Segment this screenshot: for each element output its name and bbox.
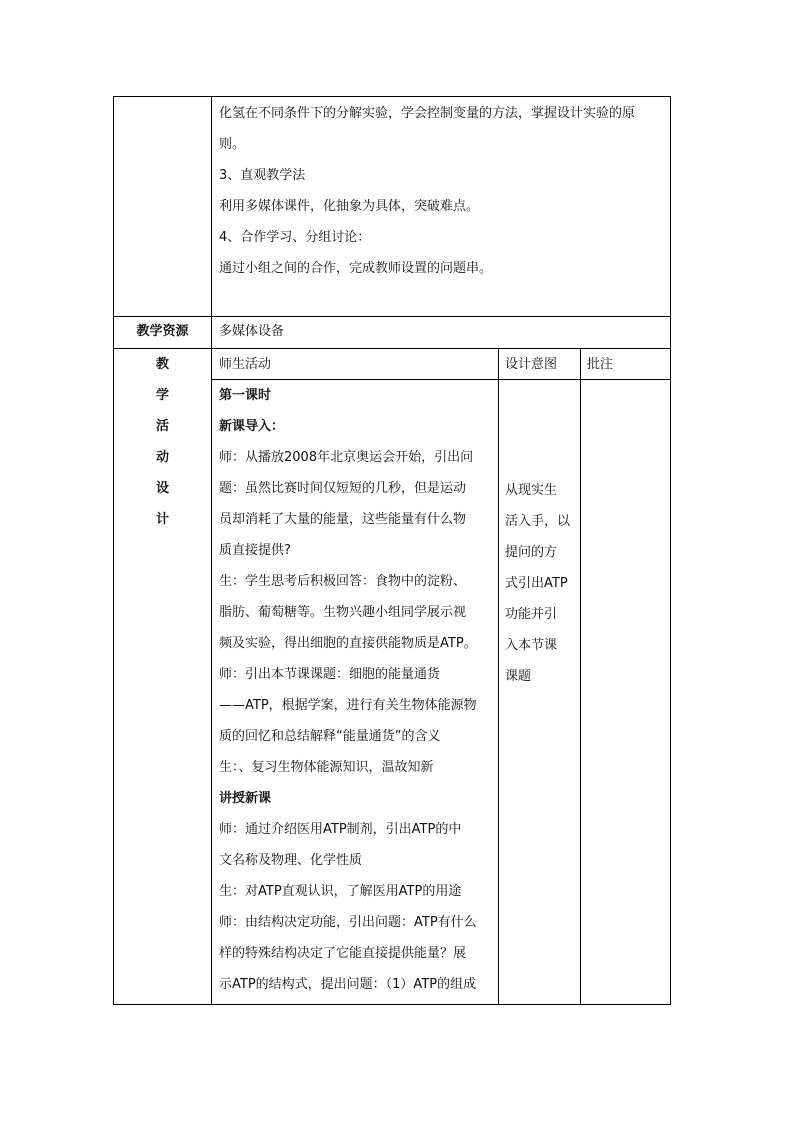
top-line-4: 利用多媒体课件，化抽象为具体，突破难点。 <box>219 199 480 214</box>
side-char-2: 学 <box>155 388 169 403</box>
side-char-4: 动 <box>155 450 169 465</box>
intent-line-7: 课题 <box>505 669 532 684</box>
side-char-6: 计 <box>155 512 169 527</box>
content-line-15: 师：通过介绍医用ATP制剂，引出ATP的中 <box>219 822 462 837</box>
content-line-3: 师：从播放2008年北京奥运会开始，引出问 <box>219 450 474 465</box>
content-line-9: 频及实验，得出细胞的直接供能物质是ATP。 <box>219 636 477 651</box>
resources-value: 多媒体设备 <box>219 324 285 339</box>
header-notes: 批注 <box>587 357 614 372</box>
header-activity: 师生活动 <box>219 357 272 372</box>
intent-line-2: 活入手，以 <box>505 514 571 529</box>
content-line-2: 新课导入： <box>219 419 285 434</box>
side-char-3: 活 <box>155 419 169 434</box>
intent-line-5: 功能并引 <box>505 607 558 622</box>
intent-line-3: 提问的方 <box>505 545 558 560</box>
intent-line-1: 从现实生 <box>505 483 558 498</box>
content-line-13: 生：、复习生物体能源知识，温故知新 <box>219 760 434 775</box>
row-divider-resources-bottom <box>113 348 671 349</box>
top-line-1: 化氢在不同条件下的分解实验，学会控制变量的方法，掌握设计实验的原 <box>219 106 636 121</box>
content-line-5: 员却消耗了大量的能量，这些能量有什么物 <box>219 512 467 527</box>
top-line-3: 3、直观教学法 <box>219 168 306 183</box>
content-line-16: 文名称及物理、化学性质 <box>219 853 363 868</box>
content-line-14: 讲授新课 <box>219 791 272 806</box>
column-divider-notes <box>580 348 581 1005</box>
row-divider-activity-header <box>211 379 671 380</box>
table-border-bottom <box>113 1004 671 1005</box>
side-char-1: 教 <box>155 357 169 372</box>
content-line-19: 样的特殊结构决定了它能直接提供能量？展 <box>219 946 467 961</box>
top-line-2: 则。 <box>219 137 246 152</box>
content-line-12: 质的回忆和总结解释“能量通货”的含义 <box>219 729 441 744</box>
column-divider-label <box>211 96 212 1005</box>
column-divider-intent <box>498 348 499 1005</box>
content-line-17: 生：对ATP直观认识，了解医用ATP的用途 <box>219 884 462 899</box>
table-border-right <box>670 96 671 1005</box>
intent-line-4: 式引出ATP <box>505 576 568 591</box>
resources-label: 教学资源 <box>136 324 189 339</box>
header-intent: 设计意图 <box>505 357 558 372</box>
content-line-7: 生：学生思考后积极回答：食物中的淀粉、 <box>219 574 467 589</box>
content-line-10: 师：引出本节课课题：细胞的能量通货 <box>219 667 441 682</box>
row-divider-resources-top <box>113 316 671 317</box>
side-char-5: 设 <box>155 481 169 496</box>
content-line-18: 师：由结构决定功能，引出问题：ATP有什么 <box>219 915 477 930</box>
table-border-left <box>113 96 114 1005</box>
content-line-6: 质直接提供? <box>219 543 291 558</box>
top-line-5: 4、合作学习、分组讨论： <box>219 230 371 245</box>
content-line-8: 脂肪、葡萄糖等。生物兴趣小组同学展示视 <box>219 605 467 620</box>
table-border-top <box>113 96 671 97</box>
content-line-4: 题：虽然比赛时间仅短短的几秒，但是运动 <box>219 481 467 496</box>
content-line-1: 第一课时 <box>219 388 272 403</box>
content-line-11: ——ATP，根据学案，进行有关生物体能源物 <box>219 698 477 713</box>
top-line-6: 通过小组之间的合作，完成教师设置的问题串。 <box>219 261 493 276</box>
intent-line-6: 入本节课 <box>505 638 558 653</box>
content-line-20: 示ATP的结构式，提出问题：（1）ATP的组成 <box>219 977 477 992</box>
